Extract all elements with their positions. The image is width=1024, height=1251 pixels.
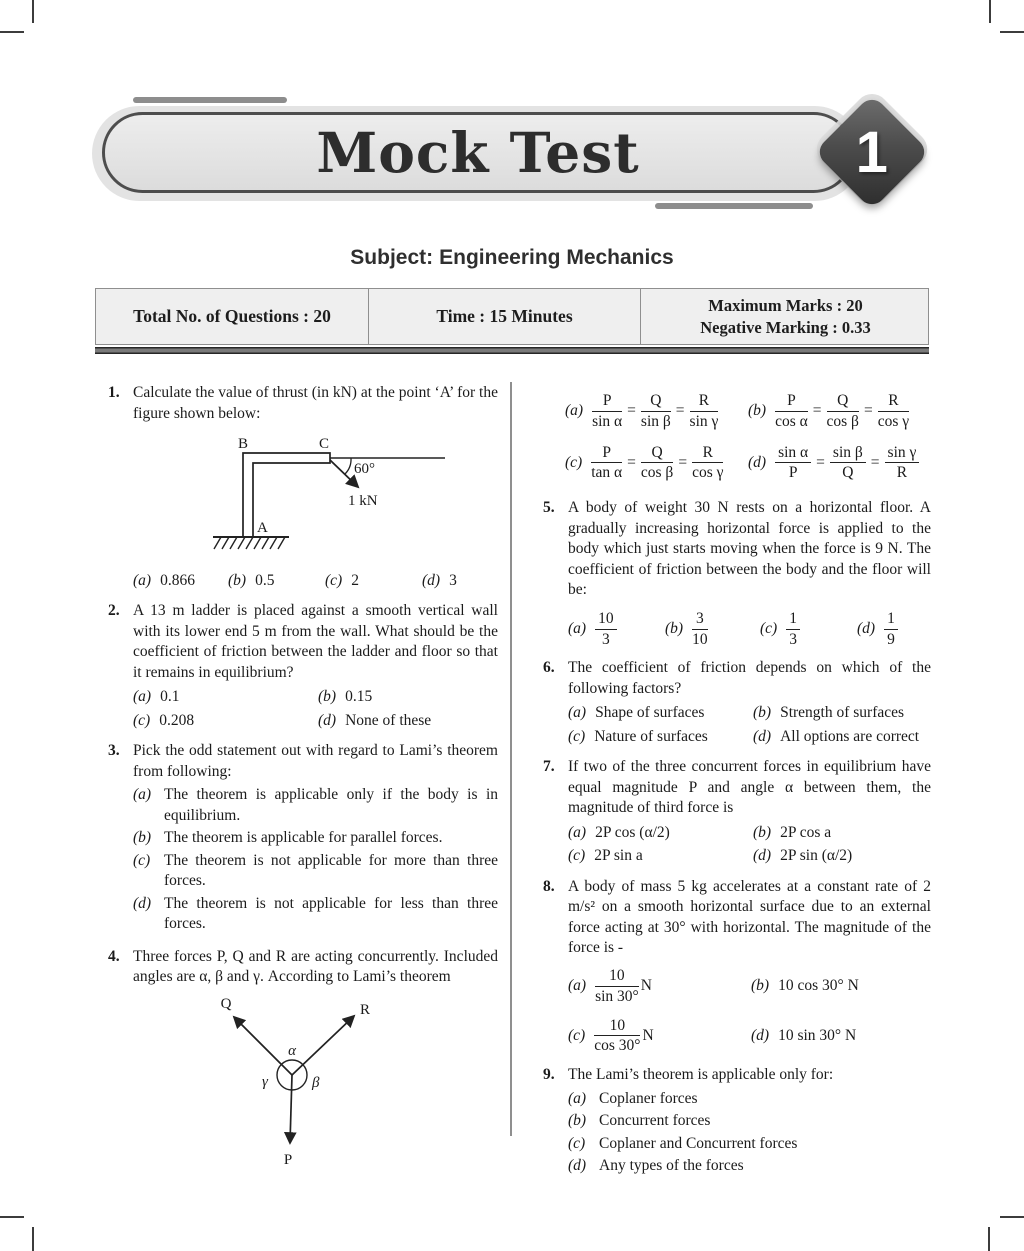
option-c: (c) 2 (325, 571, 359, 589)
question-9 (543, 1065, 931, 1179)
figure-thrust-frame (205, 429, 498, 566)
question-number: 6. (543, 659, 555, 677)
option-a: (a) Shape of surfaces (568, 704, 705, 722)
question-number: 7. (543, 758, 555, 776)
question-6 (543, 658, 931, 747)
question-5-options (546, 610, 931, 649)
option-c: (c) 2P sin a (568, 847, 643, 865)
question-text: Pick the odd statement out with regard to Lami’s theorem from following: (133, 742, 498, 780)
figure-concurrent-forces (212, 992, 498, 1177)
question-3-options (133, 785, 498, 935)
question-number: 5. (543, 499, 555, 517)
question-text: A body of mass 5 kg accelerates at a constant rate of 2 m/s² on a smooth horizontal surface due to an external force acting at 30° with horizontal. The magnitude of the force is - (568, 877, 931, 957)
force-r-label: R (360, 1001, 371, 1018)
question-text: A 13 m ladder is placed against a smooth vertical wall with its lower end 5 m from the wall. What should be the coefficient of friction between the ladder and floor so that it remains in equilibrium? (133, 602, 498, 681)
crop-mark-bottom-right-h (1000, 1216, 1024, 1218)
question-7 (543, 757, 931, 867)
question-3 (108, 741, 498, 937)
question-area (95, 378, 931, 1178)
option-b: (b) 0.15 (318, 688, 373, 705)
question-number: 3. (108, 742, 120, 759)
info-total-questions: Total No. of Questions : 20 (96, 289, 369, 344)
info-bar (95, 288, 929, 345)
fraction: $\frac{10}{\sin 30^\circ}$ (595, 966, 639, 1005)
question-text: If two of the three concurrent forces in equilibrium have equal magnitude P and angle α between them, the magnitude of third force is (568, 758, 931, 817)
fraction: $\frac{R}{\text{sin γ}}$ (689, 392, 719, 430)
option-d: (d) 10 sin 30° N (751, 1026, 857, 1044)
option-a: (a) Coplaner forces (568, 1089, 698, 1107)
option-b: (b) 0.5 (228, 571, 275, 589)
option-a: (a) 0.866 (133, 571, 195, 589)
question-number: 2. (108, 602, 120, 619)
option-d: (d) All options are correct (753, 727, 920, 745)
option-d: (d) $\frac{\text{sin α}}{P}$ = $\frac{\text{sin β}}{Q}$ = $\frac{\text{sin γ}}{R}$ (748, 444, 931, 483)
option-c: (c) $\frac{P}{\text{tan α}}$ = $\frac{Q}{\text{cos β}}$ = $\frac{R}{\text{cos γ}}$ (565, 443, 724, 482)
option-c: (c) $\frac{10}{\cos 30^\circ}$ N (568, 1016, 654, 1055)
info-max-marks: Maximum Marks : 20 (708, 296, 863, 316)
question-text: The Lami’s theorem is applicable only for: (568, 1066, 834, 1084)
force-q-label: Q (220, 995, 232, 1012)
option-b: (b) Concurrent forces (568, 1112, 711, 1130)
fraction: $\frac{Q}{\text{cos β}}$ (640, 443, 674, 482)
fraction: $\frac{R}{\text{cos γ}}$ (877, 392, 910, 430)
crop-mark-top-left-h (0, 31, 24, 33)
crop-mark-bottom-left-h (0, 1216, 24, 1218)
force-p-arrow (290, 1075, 292, 1143)
angle-arc (345, 458, 351, 474)
question-2-options (133, 687, 498, 731)
angle-beta-label: β (312, 1074, 320, 1091)
subject-value: Engineering Mechanics (439, 246, 674, 269)
fraction: $\frac{P}{\text{sin α}}$ (592, 392, 623, 430)
force-label: 1 kN (348, 493, 378, 509)
fraction: $\frac{Q}{\text{sin β}}$ (640, 392, 671, 430)
fraction: $\frac{1}{3}$ (786, 610, 800, 649)
angle-label: 60° (354, 461, 375, 477)
info-time: Time : 15 Minutes (369, 289, 641, 344)
option-a: (a) The theorem is applicable only if the body is in equilibrium. (133, 786, 498, 824)
crop-mark-top-right-v (989, 0, 991, 23)
frame-label-a: A (257, 520, 268, 536)
fraction: $\frac{3}{10}$ (692, 609, 708, 648)
fraction: $\frac{1}{9}$ (884, 610, 898, 649)
force-p-label: P (283, 1151, 293, 1168)
question-text: The coefficient of friction depends on which of the following factors? (568, 659, 931, 697)
fraction: $\frac{R}{\text{cos γ}}$ (692, 443, 724, 482)
option-d: (d) Any types of the forces (568, 1157, 744, 1175)
question-4-options (543, 392, 931, 482)
option-a: (a) 2P cos (α/2) (568, 823, 670, 841)
option-b: (b) $\frac{P}{\text{cos α}}$ = $\frac{Q}{\text{cos β}}$ = $\frac{R}{\text{cos γ}}$ (748, 392, 910, 430)
question-1 (108, 383, 498, 591)
question-6-options (568, 703, 931, 747)
header-separator-rule (95, 347, 929, 354)
question-number: 9. (543, 1066, 555, 1084)
option-d: (d) 3 (422, 571, 457, 589)
fraction: $\frac{10}{\cos 30^\circ}$ (594, 1016, 641, 1055)
fraction: $\frac{\text{sin α}}{P}$ (775, 444, 811, 483)
force-r-arrow (292, 1016, 354, 1075)
option-c: (c) Nature of surfaces (568, 727, 708, 745)
fraction: $\frac{\text{sin γ}}{R}$ (885, 444, 920, 483)
angle-alpha-label: α (288, 1042, 296, 1059)
frame-label-b: B (237, 436, 249, 452)
frame-label-c: C (318, 436, 330, 452)
left-column (108, 383, 498, 1186)
subject-line (0, 246, 1024, 270)
fraction: $\frac{\text{sin β}}{Q}$ (830, 444, 866, 483)
question-1-options (133, 571, 498, 592)
option-a: (a) $\frac{10}{\sin 30^\circ}$ N (568, 966, 652, 1005)
fraction: $\frac{P}{\text{cos α}}$ (775, 392, 808, 430)
crop-mark-bottom-left-v (32, 1227, 34, 1251)
option-b: (b) 2P cos a (753, 823, 832, 841)
question-8 (543, 877, 931, 1055)
ground-hatching (214, 537, 285, 549)
column-divider (510, 382, 512, 1136)
fraction: $\frac{Q}{\text{cos β}}$ (826, 392, 859, 430)
question-7-options (568, 823, 931, 867)
option-d: (d) $\frac{1}{9}$ (857, 610, 931, 649)
option-d: (d) 2P sin (α/2) (753, 847, 853, 865)
info-marks-cell (641, 289, 930, 344)
crop-mark-bottom-right-v (988, 1227, 990, 1251)
angle-gamma-label: γ (262, 1073, 268, 1090)
header-accent-bar-bottom (655, 203, 813, 209)
option-b: (b) The theorem is applicable for parallel forces. (133, 829, 443, 846)
option-d: (d) The theorem is not applicable for less than three forces. (133, 894, 498, 932)
test-number: 1 (855, 119, 889, 185)
crop-mark-top-right-h (1000, 31, 1024, 33)
option-b: (b) $\frac{3}{10}$ (665, 609, 708, 648)
force-q-arrow (234, 1017, 292, 1075)
question-number: 8. (543, 877, 555, 895)
question-2 (108, 601, 498, 731)
option-b: (b) 10 cos 30° N (751, 976, 859, 994)
right-column (543, 392, 931, 1189)
info-negative-marking: Negative Marking : 0.33 (700, 317, 871, 337)
option-c: (c) The theorem is not applicable for more than three forces. (133, 851, 498, 889)
question-text: A body of weight 30 N rests on a horizontal floor. A gradually increasing horizontal force is applied to the body which just starts moving when the force is 9 N. The coefficient of friction between the body and the floor will be: (568, 499, 931, 599)
crop-mark-top-left-v (32, 0, 34, 23)
option-a: (a) $\frac{P}{\text{sin α}}$ = $\frac{Q}{\text{sin β}}$ = $\frac{R}{\text{sin γ}}$ (565, 392, 719, 430)
question-text: Calculate the value of thrust (in kN) at the point ‘A’ for the figure shown below: (133, 384, 498, 422)
question-9-options (568, 1089, 931, 1177)
question-number: 1. (108, 384, 120, 401)
option-a: (a) 0.1 (133, 688, 180, 705)
option-b: (b) Strength of surfaces (753, 704, 905, 722)
question-5 (543, 498, 931, 648)
subject-label: Subject: (350, 246, 434, 269)
option-c: (c) $\frac{1}{3}$ (760, 610, 857, 649)
option-c: (c) Coplaner and Concurrent forces (568, 1134, 798, 1152)
page-title: Mock Test (316, 120, 640, 185)
option-c: (c) 0.208 (133, 711, 195, 729)
question-4 (108, 947, 498, 1177)
question-number: 4. (108, 947, 120, 965)
fraction: $\frac{10}{3}$ (595, 610, 617, 649)
header-accent-bar-top (133, 97, 287, 103)
fraction: $\frac{P}{\text{tan α}}$ (591, 443, 623, 482)
question-8-options (546, 967, 931, 1055)
option-d: (d) None of these (318, 711, 432, 729)
option-a: (a) $\frac{10}{3}$ (568, 610, 665, 649)
question-text: Three forces P, Q and R are acting concurrently. Included angles are α, β and γ. According to Lami’s theorem (133, 947, 498, 985)
